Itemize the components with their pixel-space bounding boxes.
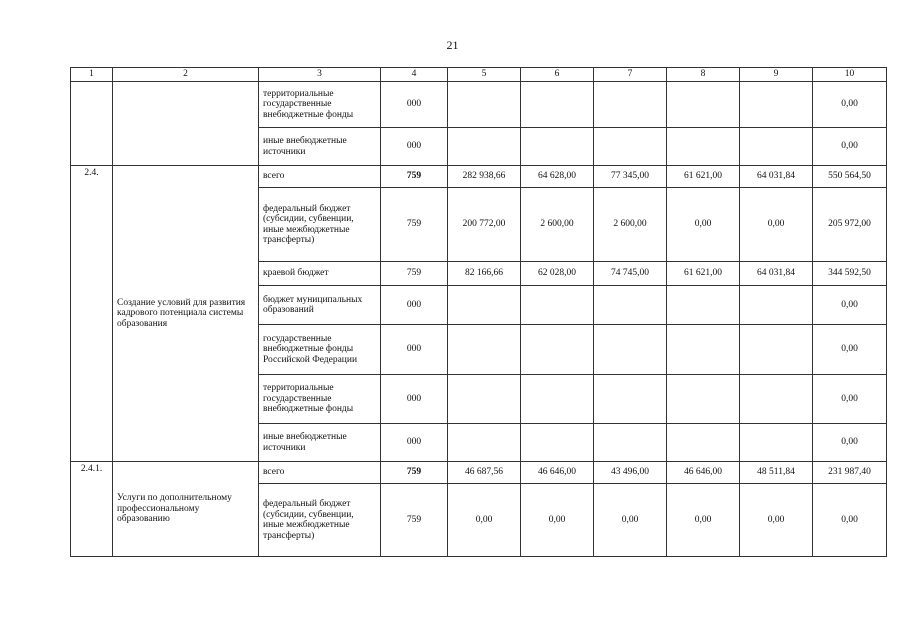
amount-cell: 62 028,00 xyxy=(521,262,594,286)
funding-source-cell: иные внебюджетные источники xyxy=(259,128,381,166)
amount-cell xyxy=(667,325,740,375)
total-cell: 550 564,50 xyxy=(813,166,887,188)
amount-cell: 0,00 xyxy=(667,484,740,557)
total-cell: 0,00 xyxy=(813,484,887,557)
code-cell: 000 xyxy=(381,375,448,424)
header-cell: 7 xyxy=(594,68,667,82)
header-row xyxy=(71,68,887,82)
amount-cell xyxy=(740,82,813,128)
table-row xyxy=(71,166,887,188)
amount-cell: 0,00 xyxy=(667,188,740,262)
funding-source-cell: территориальные государственные внебюджетные фонды xyxy=(259,375,381,424)
amount-cell: 0,00 xyxy=(521,484,594,557)
amount-cell: 43 496,00 xyxy=(594,462,667,484)
amount-cell: 0,00 xyxy=(448,484,521,557)
page-number: 21 xyxy=(446,38,459,52)
amount-cell: 0,00 xyxy=(740,188,813,262)
amount-cell: 82 166,66 xyxy=(448,262,521,286)
amount-cell: 46 646,00 xyxy=(521,462,594,484)
code-cell: 000 xyxy=(381,286,448,325)
item-number-cell: 2.4.1. xyxy=(71,462,113,557)
amount-cell xyxy=(594,286,667,325)
table-row xyxy=(71,462,887,484)
amount-cell xyxy=(740,325,813,375)
amount-cell xyxy=(594,375,667,424)
funding-source-cell: бюджет муниципальных образований xyxy=(259,286,381,325)
item-number-cell: 2.4. xyxy=(71,166,113,462)
total-cell: 0,00 xyxy=(813,128,887,166)
amount-cell xyxy=(594,82,667,128)
item-name-cell: Создание условий для развития кадрового потенциала системы образования xyxy=(113,166,259,462)
amount-cell xyxy=(594,128,667,166)
funding-source-cell: всего xyxy=(259,166,381,188)
amount-cell xyxy=(594,424,667,462)
amount-cell xyxy=(448,286,521,325)
amount-cell: 64 031,84 xyxy=(740,262,813,286)
amount-cell xyxy=(667,375,740,424)
total-cell: 231 987,40 xyxy=(813,462,887,484)
amount-cell: 0,00 xyxy=(594,484,667,557)
amount-cell: 74 745,00 xyxy=(594,262,667,286)
amount-cell: 61 621,00 xyxy=(667,262,740,286)
header-cell: 2 xyxy=(113,68,259,82)
table-row xyxy=(71,82,887,128)
total-cell: 0,00 xyxy=(813,424,887,462)
amount-cell xyxy=(667,424,740,462)
total-cell: 0,00 xyxy=(813,286,887,325)
amount-cell xyxy=(448,424,521,462)
header-cell: 6 xyxy=(521,68,594,82)
amount-cell xyxy=(521,286,594,325)
amount-cell: 2 600,00 xyxy=(594,188,667,262)
amount-cell: 2 600,00 xyxy=(521,188,594,262)
amount-cell xyxy=(521,325,594,375)
amount-cell xyxy=(740,424,813,462)
total-cell: 0,00 xyxy=(813,82,887,128)
amount-cell: 200 772,00 xyxy=(448,188,521,262)
amount-cell xyxy=(448,375,521,424)
amount-cell xyxy=(740,375,813,424)
header-cell: 9 xyxy=(740,68,813,82)
total-cell: 0,00 xyxy=(813,325,887,375)
amount-cell: 46 687,56 xyxy=(448,462,521,484)
code-cell: 759 xyxy=(381,188,448,262)
amount-cell xyxy=(521,128,594,166)
item-number-cell xyxy=(71,82,113,166)
amount-cell: 61 621,00 xyxy=(667,166,740,188)
funding-source-cell: иные внебюджетные источники xyxy=(259,424,381,462)
code-cell: 759 xyxy=(381,166,448,188)
amount-cell: 48 511,84 xyxy=(740,462,813,484)
amount-cell xyxy=(448,325,521,375)
header-cell: 10 xyxy=(813,68,887,82)
amount-cell xyxy=(667,82,740,128)
funding-source-cell: краевой бюджет xyxy=(259,262,381,286)
amount-cell: 282 938,66 xyxy=(448,166,521,188)
amount-cell: 0,00 xyxy=(740,484,813,557)
header-cell: 1 xyxy=(71,68,113,82)
funding-source-cell: федеральный бюджет (субсидии, субвенции, иные межбюджетные трансферты) xyxy=(259,188,381,262)
amount-cell xyxy=(667,286,740,325)
amount-cell xyxy=(521,424,594,462)
amount-cell xyxy=(740,286,813,325)
total-cell: 344 592,50 xyxy=(813,262,887,286)
total-cell: 205 972,00 xyxy=(813,188,887,262)
header-cell: 5 xyxy=(448,68,521,82)
amount-cell: 64 628,00 xyxy=(521,166,594,188)
code-cell: 759 xyxy=(381,484,448,557)
table-body xyxy=(71,82,887,557)
item-name-cell xyxy=(113,82,259,166)
code-cell: 000 xyxy=(381,128,448,166)
funding-source-cell: государственные внебюджетные фонды Российской Федерации xyxy=(259,325,381,375)
code-cell: 759 xyxy=(381,462,448,484)
amount-cell xyxy=(594,325,667,375)
amount-cell: 77 345,00 xyxy=(594,166,667,188)
funding-source-cell: территориальные государственные внебюджетные фонды xyxy=(259,82,381,128)
code-cell: 000 xyxy=(381,82,448,128)
budget-table xyxy=(70,67,887,557)
amount-cell xyxy=(740,128,813,166)
item-name-cell: Услуги по дополнительному профессиональному образованию xyxy=(113,462,259,557)
amount-cell xyxy=(667,128,740,166)
code-cell: 000 xyxy=(381,325,448,375)
funding-source-cell: всего xyxy=(259,462,381,484)
amount-cell xyxy=(448,82,521,128)
amount-cell: 46 646,00 xyxy=(667,462,740,484)
header-cell: 3 xyxy=(259,68,381,82)
code-cell: 000 xyxy=(381,424,448,462)
header-cell: 8 xyxy=(667,68,740,82)
code-cell: 759 xyxy=(381,262,448,286)
amount-cell xyxy=(521,375,594,424)
total-cell: 0,00 xyxy=(813,375,887,424)
amount-cell xyxy=(448,128,521,166)
amount-cell: 64 031,84 xyxy=(740,166,813,188)
funding-source-cell: федеральный бюджет (субсидии, субвенции, иные межбюджетные трансферты) xyxy=(259,484,381,557)
amount-cell xyxy=(521,82,594,128)
header-cell: 4 xyxy=(381,68,448,82)
